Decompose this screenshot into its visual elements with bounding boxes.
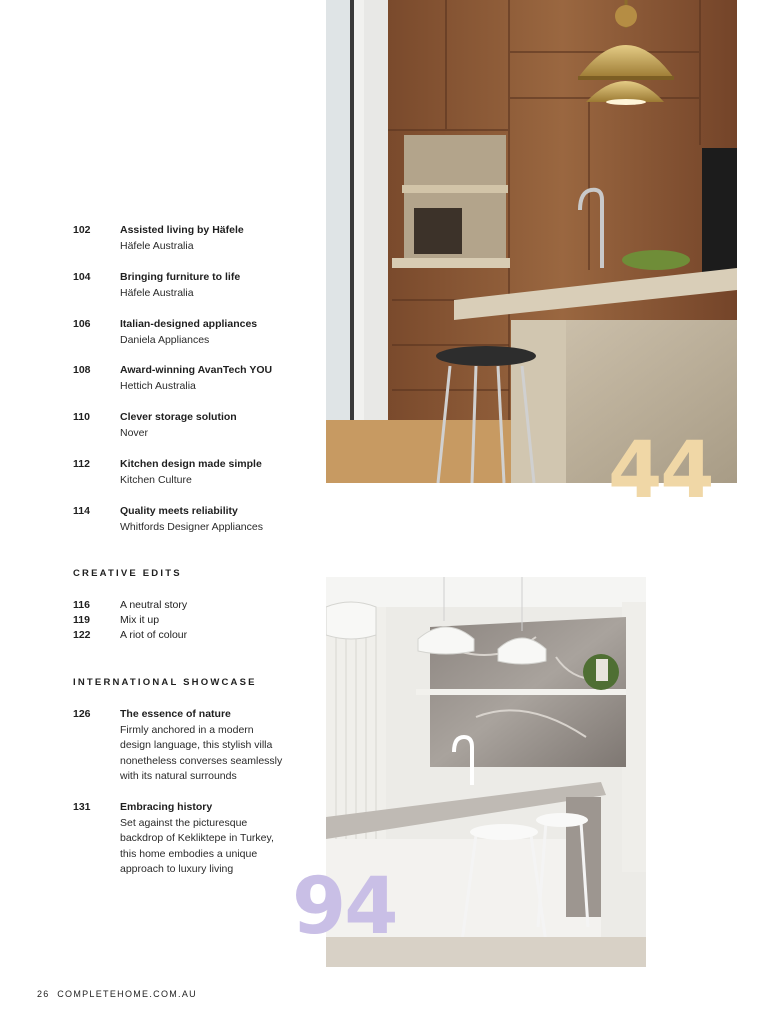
entry-title: The essence of nature xyxy=(120,708,231,720)
page-number: 119 xyxy=(73,614,90,626)
kitchen-photo-timber xyxy=(326,0,737,483)
entry-title: Bringing furniture to life xyxy=(120,271,241,283)
photo-page-number-94: 94 xyxy=(292,862,397,952)
entry-brand: Häfele Australia xyxy=(120,286,194,299)
entry-title: Italian-designed appliances xyxy=(120,318,258,330)
page-number: 106 xyxy=(73,318,91,330)
item-title: A neutral story xyxy=(120,599,188,611)
entry-title: Quality meets reliability xyxy=(120,505,238,517)
entry-description-line: Firmly anchored in a modern xyxy=(120,723,254,736)
page-number: 122 xyxy=(73,629,91,641)
kitchen-photo-timber-illustration xyxy=(326,0,737,483)
site-url: COMPLETEHOME.COM.AU xyxy=(57,989,197,999)
entry-title: Kitchen design made simple xyxy=(120,458,262,470)
entry-title: Assisted living by Häfele xyxy=(120,224,244,236)
section-heading-international-showcase: INTERNATIONAL SHOWCASE xyxy=(73,677,257,688)
page-number: 108 xyxy=(73,364,91,376)
page-number: 114 xyxy=(73,505,90,517)
entry-description-line: with its natural surrounds xyxy=(120,770,237,782)
folio: 26 xyxy=(37,989,50,999)
page-number: 116 xyxy=(73,599,90,611)
entry-title: Award-winning AvanTech YOU xyxy=(120,364,273,376)
entry-description-line: approach to luxury living xyxy=(120,863,234,875)
entry-brand: Whitfords Designer Appliances xyxy=(120,520,263,533)
entry-brand: Häfele Australia xyxy=(120,239,194,252)
page-number: 104 xyxy=(73,271,91,283)
page-number: 131 xyxy=(73,801,91,813)
page-number: 126 xyxy=(73,708,91,720)
item-title: Mix it up xyxy=(120,614,160,626)
page-footer xyxy=(37,989,197,999)
entry-brand: Hettich Australia xyxy=(120,379,196,392)
section-heading-creative-edits: CREATIVE EDITS xyxy=(73,568,182,579)
page-number: 112 xyxy=(73,458,90,470)
page-number: 102 xyxy=(73,224,91,236)
entry-description-line: this home embodies a unique xyxy=(120,847,258,860)
page-number: 110 xyxy=(73,411,90,423)
entry-title: Clever storage solution xyxy=(120,411,237,423)
entry-title: Embracing history xyxy=(120,801,213,813)
photo-page-number-44: 44 xyxy=(608,426,713,516)
entry-brand: Kitchen Culture xyxy=(120,473,192,486)
entry-brand: Nover xyxy=(120,426,149,439)
entry-description-line: Set against the picturesque xyxy=(120,816,248,829)
entry-description-line: design language, this stylish villa xyxy=(120,739,273,751)
entry-description-line: nonetheless converses seamlessly xyxy=(120,754,283,767)
entry-description-line: backdrop of Kekliktepe in Turkey, xyxy=(120,832,274,844)
entry-brand: Daniela Appliances xyxy=(120,333,210,346)
item-title: A riot of colour xyxy=(120,629,188,641)
